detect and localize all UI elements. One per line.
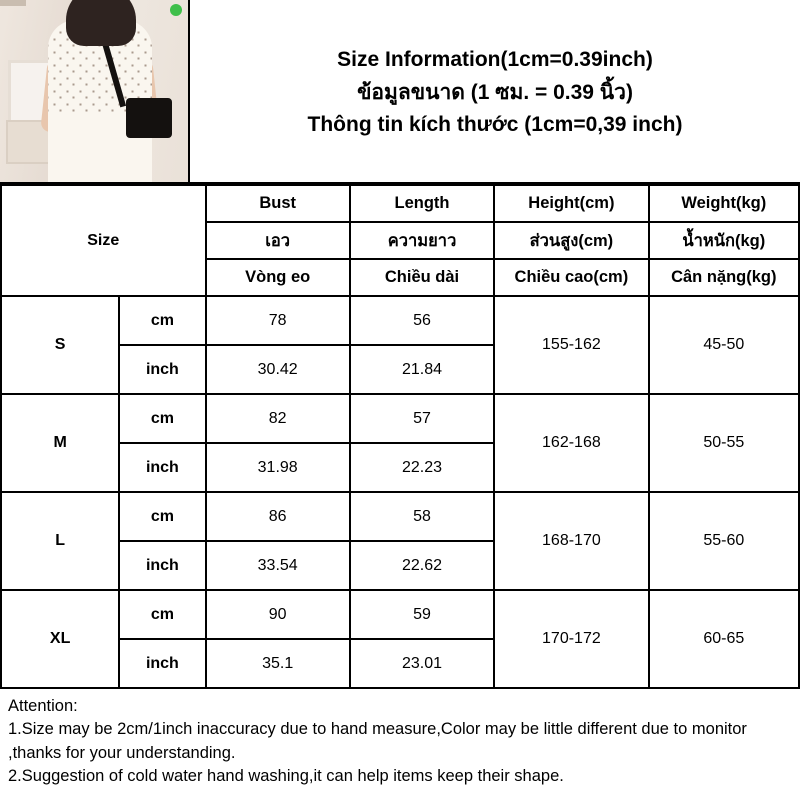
cell-length-inch-xl: 23.01	[350, 639, 494, 688]
header-height-en: Height(cm)	[494, 185, 648, 222]
header-length-th: ความยาว	[350, 222, 494, 259]
header-weight-en: Weight(kg)	[649, 185, 799, 222]
header-height-vi: Chiều cao(cm)	[494, 259, 648, 296]
table-row	[1, 590, 799, 639]
cell-weight-m: 50-55	[649, 394, 799, 492]
cell-height-xl: 170-172	[494, 590, 648, 688]
photo-tape-corner	[0, 0, 26, 6]
title-line-th: ข้อมูลขนาด (1 ซม. = 0.39 นิ้ว)	[357, 80, 633, 104]
header-length-vi: Chiều dài	[350, 259, 494, 296]
cell-bust-cm-s: 78	[206, 296, 350, 345]
header-length-en: Length	[350, 185, 494, 222]
header-weight-vi: Cân nặng(kg)	[649, 259, 799, 296]
attention-heading: Attention:	[8, 697, 78, 715]
cell-weight-s: 45-50	[649, 296, 799, 394]
attention-line-2: 2.Suggestion of cold water hand washing,it can help items keep their shape.	[8, 767, 564, 786]
model-hair	[66, 0, 136, 46]
cell-height-l: 168-170	[494, 492, 648, 590]
cell-bust-inch-m: 31.98	[206, 443, 350, 492]
table-row	[1, 394, 799, 443]
row-unit-inch-l: inch	[119, 541, 205, 590]
table-row	[1, 492, 799, 541]
size-table	[0, 184, 800, 689]
row-size-label-l: L	[1, 492, 119, 590]
header-weight-th: น้ำหนัก(kg)	[649, 222, 799, 259]
row-unit-cm-m: cm	[119, 394, 205, 443]
row-unit-cm-l: cm	[119, 492, 205, 541]
title-line-en: Size Information(1cm=0.39inch)	[337, 48, 653, 72]
cell-bust-cm-l: 86	[206, 492, 350, 541]
cell-bust-cm-xl: 90	[206, 590, 350, 639]
header-bust-en: Bust	[206, 185, 350, 222]
size-header-cell: Size	[1, 185, 206, 296]
cell-height-m: 162-168	[494, 394, 648, 492]
cell-length-cm-m: 57	[350, 394, 494, 443]
product-photo	[0, 0, 190, 182]
row-unit-inch-s: inch	[119, 345, 205, 394]
cell-length-cm-s: 56	[350, 296, 494, 345]
cell-length-cm-xl: 59	[350, 590, 494, 639]
handbag	[126, 98, 172, 138]
header-area	[0, 0, 800, 184]
table-header-row-en	[1, 185, 799, 222]
row-unit-inch-xl: inch	[119, 639, 205, 688]
row-unit-cm-xl: cm	[119, 590, 205, 639]
row-unit-cm-s: cm	[119, 296, 205, 345]
title-block	[190, 0, 800, 182]
attention-block	[0, 689, 800, 789]
cell-bust-inch-s: 30.42	[206, 345, 350, 394]
attention-line-1: 1.Size may be 2cm/1inch inaccuracy due to hand measure,Color may be little different due to monitor ,thanks for your understanding.	[8, 720, 747, 762]
row-size-label-xl: XL	[1, 590, 119, 688]
cell-weight-l: 55-60	[649, 492, 799, 590]
cell-weight-xl: 60-65	[649, 590, 799, 688]
cell-length-cm-l: 58	[350, 492, 494, 541]
cell-length-inch-s: 21.84	[350, 345, 494, 394]
cell-bust-cm-m: 82	[206, 394, 350, 443]
cell-length-inch-m: 22.23	[350, 443, 494, 492]
table-row	[1, 296, 799, 345]
green-dot-icon	[170, 4, 182, 16]
cell-bust-inch-xl: 35.1	[206, 639, 350, 688]
cell-length-inch-l: 22.62	[350, 541, 494, 590]
title-line-vi: Thông tin kích thước (1cm=0,39 inch)	[307, 113, 683, 137]
row-size-label-m: M	[1, 394, 119, 492]
header-bust-th: เอว	[206, 222, 350, 259]
header-bust-vi: Vòng eo	[206, 259, 350, 296]
cell-bust-inch-l: 33.54	[206, 541, 350, 590]
row-size-label-s: S	[1, 296, 119, 394]
header-height-th: ส่วนสูง(cm)	[494, 222, 648, 259]
cell-height-s: 155-162	[494, 296, 648, 394]
row-unit-inch-m: inch	[119, 443, 205, 492]
